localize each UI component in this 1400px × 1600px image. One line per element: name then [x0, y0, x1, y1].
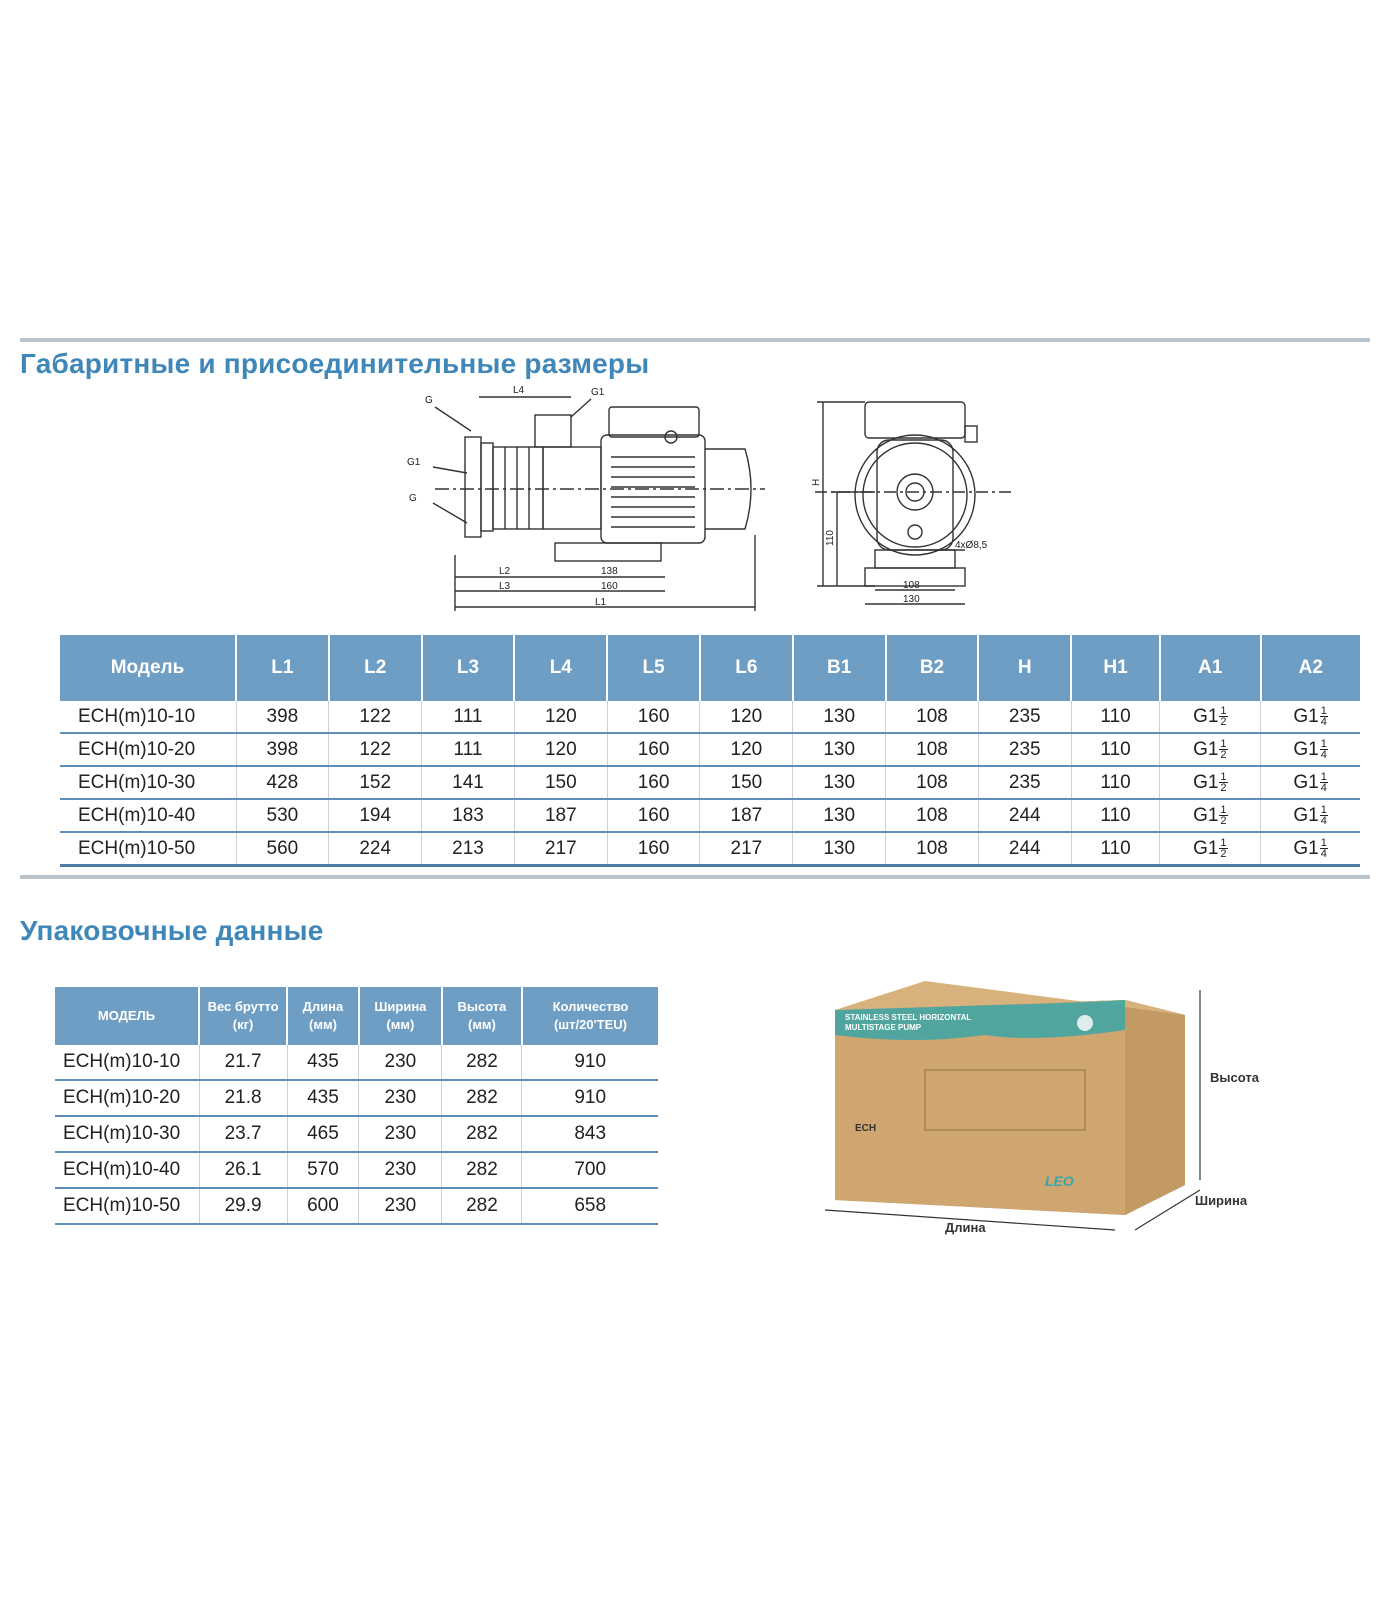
- table-cell: 560: [236, 832, 329, 866]
- thread-size: G1 $\frac{1}{4}$: [1293, 704, 1327, 728]
- table-cell: 21.8: [199, 1080, 287, 1116]
- dimensions-header-cell: L2: [329, 635, 422, 701]
- table-cell: 110: [1071, 832, 1160, 866]
- a2-cell: [1261, 766, 1360, 799]
- table-cell: 910: [522, 1045, 658, 1080]
- table-row: [55, 1152, 658, 1188]
- table-cell: 141: [422, 766, 515, 799]
- packaging-header-cell: Вес брутто (кг): [199, 987, 287, 1045]
- table-cell: 152: [329, 766, 422, 799]
- box-headline: STAINLESS STEEL HORIZONTAL MULTISTAGE PUMP: [845, 1013, 972, 1032]
- pump-side-view-drawing: [395, 385, 785, 625]
- label-g1-mid: G1: [407, 457, 421, 468]
- table-cell: 110: [1071, 766, 1160, 799]
- packaging-table: [55, 987, 658, 1225]
- table-row: [55, 1045, 658, 1080]
- dimensions-table-body: [60, 701, 1360, 866]
- table-cell: 398: [236, 701, 329, 733]
- table-cell: 21.7: [199, 1045, 287, 1080]
- table-cell: 111: [422, 733, 515, 766]
- table-cell: 150: [700, 766, 793, 799]
- table-cell: 108: [886, 733, 979, 766]
- a1-cell: [1160, 766, 1261, 799]
- table-cell: 235: [978, 733, 1071, 766]
- table-cell: 282: [442, 1080, 522, 1116]
- table-row: [60, 766, 1360, 799]
- table-cell: 160: [607, 799, 700, 832]
- table-cell: 428: [236, 766, 329, 799]
- table-cell: 658: [522, 1188, 658, 1224]
- table-cell: ECH(m)10-50: [55, 1188, 199, 1224]
- thread-size: G1 $\frac{1}{4}$: [1293, 836, 1327, 860]
- label-l4: L4: [513, 385, 525, 396]
- table-row: [60, 733, 1360, 766]
- packaging-header-cell: Ширина (мм): [359, 987, 442, 1045]
- a2-cell: [1261, 733, 1360, 766]
- table-cell: 217: [514, 832, 607, 866]
- table-cell: 130: [793, 799, 886, 832]
- table-row: [60, 799, 1360, 832]
- table-cell: 130: [793, 766, 886, 799]
- dimensions-header-cell: H1: [1071, 635, 1160, 701]
- pump-front-view-drawing: [811, 400, 1025, 615]
- table-cell: 160: [607, 701, 700, 733]
- dimensions-header-cell: H: [978, 635, 1071, 701]
- dimensions-header-cell: A2: [1261, 635, 1360, 701]
- table-cell: 235: [978, 766, 1071, 799]
- thread-size: G1 $\frac{1}{2}$: [1193, 737, 1227, 761]
- dimensions-header-cell: L6: [700, 635, 793, 701]
- table-cell: 183: [422, 799, 515, 832]
- label-l3: L3: [499, 581, 511, 592]
- dimensions-table: [60, 635, 1360, 867]
- packaging-header-cell: Высота (мм): [442, 987, 522, 1045]
- label-138: 138: [601, 566, 618, 577]
- table-cell: 282: [442, 1188, 522, 1224]
- box-brand-logo: LEO: [1045, 1173, 1074, 1189]
- table-cell: 187: [700, 799, 793, 832]
- table-cell: 230: [359, 1188, 442, 1224]
- table-cell: 910: [522, 1080, 658, 1116]
- table-cell: 29.9: [199, 1188, 287, 1224]
- thread-size: G1 $\frac{1}{2}$: [1193, 803, 1227, 827]
- packaging-table-header: [55, 987, 658, 1045]
- table-cell: 282: [442, 1152, 522, 1188]
- table-cell: 244: [978, 832, 1071, 866]
- label-108: 108: [903, 580, 920, 591]
- a1-cell: [1160, 832, 1261, 866]
- table-cell: 230: [359, 1045, 442, 1080]
- table-cell: ECH(m)10-40: [55, 1152, 199, 1188]
- table-cell: ECH(m)10-20: [60, 733, 236, 766]
- table-cell: 435: [287, 1045, 359, 1080]
- packaging-section-title: Упаковочные данные: [20, 915, 324, 946]
- box-model-label: ECH: [855, 1123, 877, 1134]
- table-cell: 213: [422, 832, 515, 866]
- thread-size: G1 $\frac{1}{4}$: [1293, 803, 1327, 827]
- label-130: 130: [903, 594, 920, 605]
- table-cell: 120: [514, 733, 607, 766]
- table-cell: 843: [522, 1116, 658, 1152]
- table-row: [60, 832, 1360, 866]
- table-cell: 600: [287, 1188, 359, 1224]
- table-cell: 570: [287, 1152, 359, 1188]
- label-h: H: [811, 478, 822, 486]
- table-cell: 398: [236, 733, 329, 766]
- thread-size: G1 $\frac{1}{4}$: [1293, 737, 1327, 761]
- a1-cell: [1160, 701, 1261, 733]
- label-g1-top: G1: [591, 387, 605, 398]
- table-cell: 110: [1071, 799, 1160, 832]
- table-cell: 26.1: [199, 1152, 287, 1188]
- dimensions-header-cell: Модель: [60, 635, 236, 701]
- a1-cell: [1160, 733, 1261, 766]
- box-height-label: Высота: [1210, 1070, 1259, 1085]
- table-cell: 130: [793, 733, 886, 766]
- thread-size: G1 $\frac{1}{2}$: [1193, 770, 1227, 794]
- packaging-header-cell: Количество (шт/20'TEU): [522, 987, 658, 1045]
- dimensions-header-cell: B2: [886, 635, 979, 701]
- dimensions-section-title: Габаритные и присоединительные размеры: [20, 348, 650, 379]
- table-row: [60, 701, 1360, 733]
- table-cell: ECH(m)10-30: [60, 766, 236, 799]
- table-row: [55, 1116, 658, 1152]
- table-cell: 130: [793, 701, 886, 733]
- thread-size: G1 $\frac{1}{2}$: [1193, 704, 1227, 728]
- table-cell: 111: [422, 701, 515, 733]
- table-cell: 150: [514, 766, 607, 799]
- table-cell: 217: [700, 832, 793, 866]
- table-cell: 235: [978, 701, 1071, 733]
- dimensions-header-cell: L4: [514, 635, 607, 701]
- top-divider: [20, 338, 1370, 342]
- table-cell: 194: [329, 799, 422, 832]
- table-cell: 160: [607, 832, 700, 866]
- label-holes: 4xØ8,5: [955, 540, 988, 551]
- label-g-top: G: [425, 395, 433, 406]
- table-cell: 530: [236, 799, 329, 832]
- table-cell: 122: [329, 733, 422, 766]
- table-cell: 130: [793, 832, 886, 866]
- table-cell: 230: [359, 1152, 442, 1188]
- table-cell: 230: [359, 1116, 442, 1152]
- table-cell: 110: [1071, 701, 1160, 733]
- table-cell: 160: [607, 733, 700, 766]
- table-cell: 160: [607, 766, 700, 799]
- thread-size: G1 $\frac{1}{2}$: [1193, 836, 1227, 860]
- table-cell: 120: [700, 733, 793, 766]
- dimensions-header-cell: L5: [607, 635, 700, 701]
- table-cell: 224: [329, 832, 422, 866]
- table-cell: 700: [522, 1152, 658, 1188]
- table-cell: ECH(m)10-10: [55, 1045, 199, 1080]
- table-cell: 23.7: [199, 1116, 287, 1152]
- table-cell: 122: [329, 701, 422, 733]
- label-g-mid: G: [409, 493, 417, 504]
- table-cell: ECH(m)10-10: [60, 701, 236, 733]
- table-cell: ECH(m)10-20: [55, 1080, 199, 1116]
- a2-cell: [1261, 701, 1360, 733]
- dimensions-header-cell: A1: [1160, 635, 1261, 701]
- table-cell: 108: [886, 701, 979, 733]
- table-cell: 108: [886, 832, 979, 866]
- dimensions-header-cell: L3: [422, 635, 515, 701]
- label-l1: L1: [595, 597, 607, 608]
- table-cell: ECH(m)10-40: [60, 799, 236, 832]
- table-cell: 187: [514, 799, 607, 832]
- a2-cell: [1261, 832, 1360, 866]
- table-cell: ECH(m)10-50: [60, 832, 236, 866]
- middle-divider: [20, 875, 1370, 879]
- box-width-label: Ширина: [1195, 1193, 1248, 1208]
- table-cell: 120: [700, 701, 793, 733]
- table-cell: 110: [1071, 733, 1160, 766]
- table-cell: 282: [442, 1116, 522, 1152]
- label-160: 160: [601, 581, 618, 592]
- label-110: 110: [825, 530, 836, 546]
- table-cell: 465: [287, 1116, 359, 1152]
- a2-cell: [1261, 799, 1360, 832]
- table-row: [55, 1188, 658, 1224]
- table-cell: 120: [514, 701, 607, 733]
- dimensions-table-header: [60, 635, 1360, 701]
- table-row: [55, 1080, 658, 1116]
- packaging-table-body: [55, 1045, 658, 1224]
- packaging-header-cell: Длина (мм): [287, 987, 359, 1045]
- table-cell: 435: [287, 1080, 359, 1116]
- label-l2: L2: [499, 566, 511, 577]
- dimensions-header-cell: L1: [236, 635, 329, 701]
- shipping-box-illustration: [835, 975, 1259, 1255]
- table-cell: 108: [886, 799, 979, 832]
- thread-size: G1 $\frac{1}{4}$: [1293, 770, 1327, 794]
- box-length-label: Длина: [945, 1220, 986, 1235]
- a1-cell: [1160, 799, 1261, 832]
- table-cell: 282: [442, 1045, 522, 1080]
- table-cell: ECH(m)10-30: [55, 1116, 199, 1152]
- table-cell: 230: [359, 1080, 442, 1116]
- dimensions-header-cell: B1: [793, 635, 886, 701]
- table-cell: 244: [978, 799, 1071, 832]
- table-cell: 108: [886, 766, 979, 799]
- packaging-header-cell: МОДЕЛЬ: [55, 987, 199, 1045]
